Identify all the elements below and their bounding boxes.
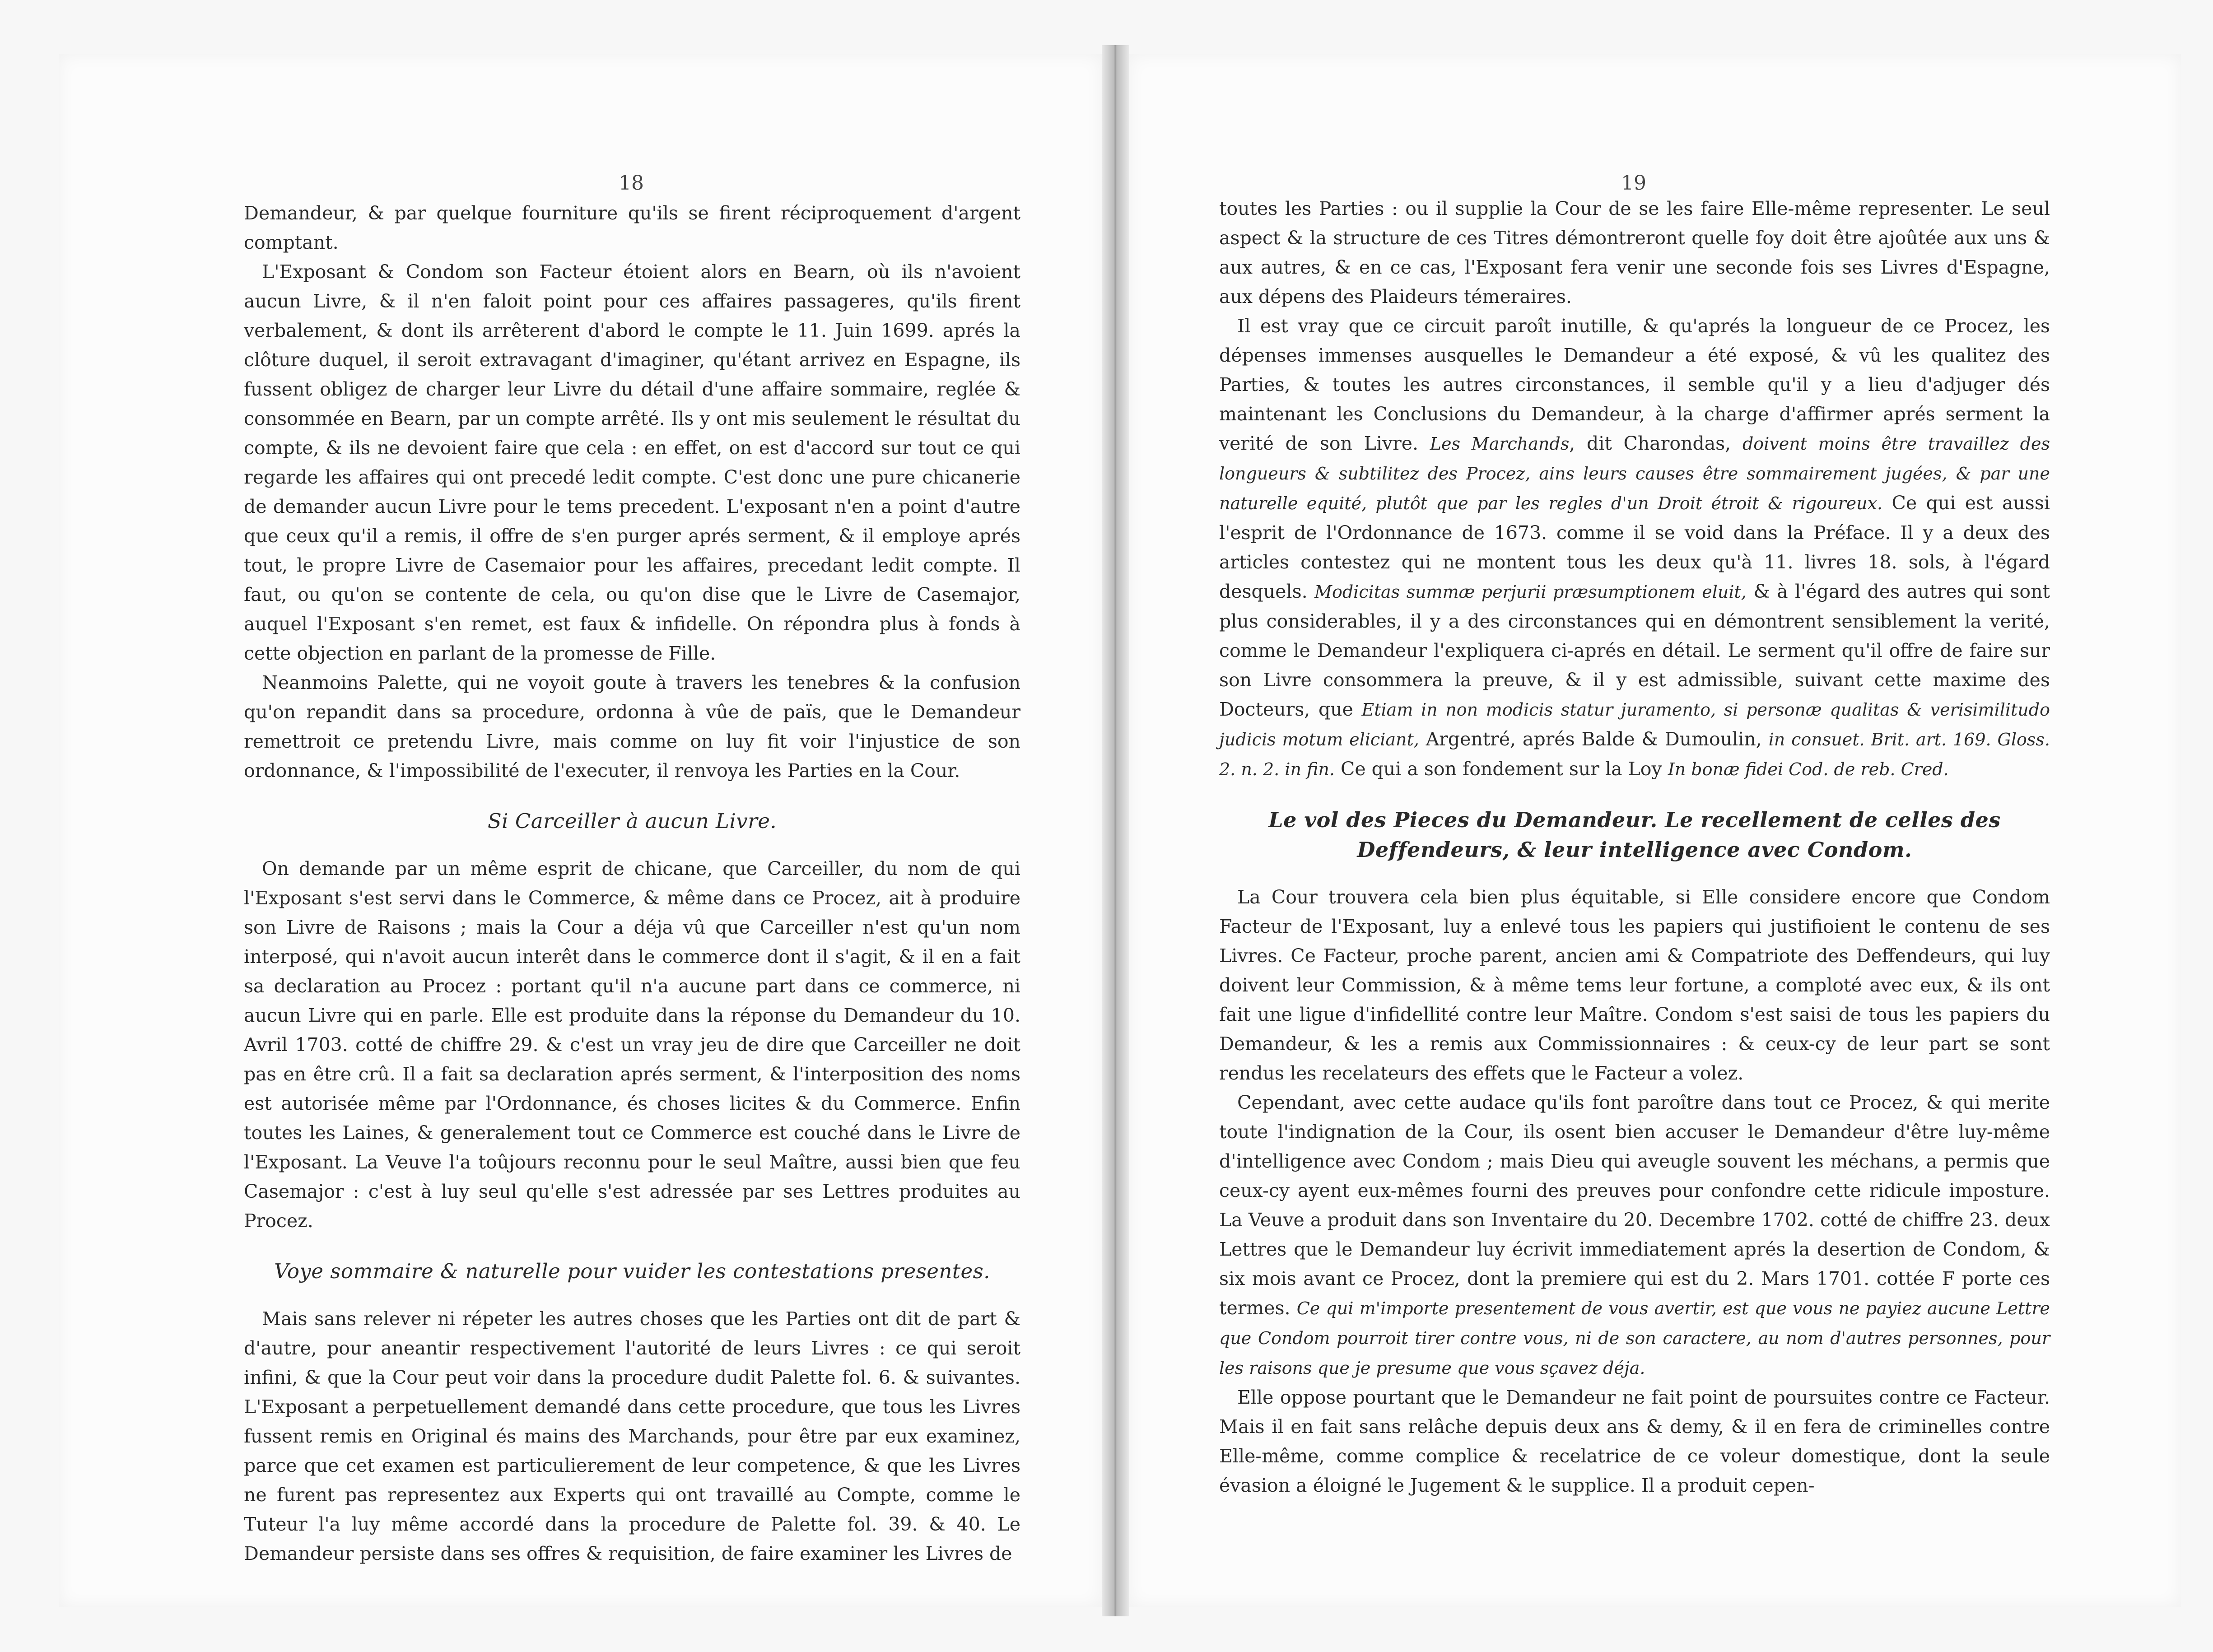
- section-heading: Voye sommaire & naturelle pour vuider les contestations presentes.: [274, 1259, 990, 1283]
- paragraph: [1219, 312, 2050, 784]
- citation: In bonæ fidei Cod. de reb. Cred.: [1668, 759, 1949, 779]
- paragraph: Mais sans relever ni répeter les autres choses que les Parties ont dit de part & d'autre, pour aneantir respectivement l'autorité de leurs Livres : ce qui seroit infini, & que la Cour peut voir dans la procedure dudit Palette fol. 6. & suivantes. L'Exposant a perpetuellement demandé dans cette procedure, que tous les Livres fussent remis en Original és mains des Marchands, pour être par eux examinez, parce que cet examen est particulierement de leur competence, & que les Livres ne furent pas representez aux Experts qui ont travaillé au Compte, comme le Tuteur l'a luy même accordé dans la procedure de Palette fol. 39. & 40. Le Demandeur persiste dans ses offres & requisition, de faire examiner les Livres de: [244, 1308, 1020, 1564]
- paragraph: [1219, 1088, 2050, 1383]
- left-page-text: [244, 199, 1020, 1564]
- section-heading: Le vol des Pieces du Demandeur. Le recellement de celles des Deffendeurs, & leur intelligence avec Condom.: [1268, 808, 2001, 862]
- text-run: Ce qui a son fondement sur la Loy: [1340, 758, 1662, 780]
- right-folio: 19: [1621, 172, 1646, 195]
- paragraph: La Cour trouvera cela bien plus équitable, si Elle considere encore que Condom Facteur de l'Exposant, luy a enlevé tous les papiers qui justifioient le contenu de ses Livres. Ce Facteur, proche parent, ancien ami & Compatriote des Deffendeurs, qui luy doivent leur Commission, & à même tems leur fortune, a comploté avec eux, & ils ont fait une ligue d'infidellité contre leur Maître. Condom s'est saisi de tous les papiers du Demandeur, & les a remis aux Commissionnaires : & ceux-cy de leur part se sont rendus les recelateurs des effets que le Facteur a volez.: [1219, 886, 2050, 1084]
- quotation: doivent moins être travaillez des longueurs & subtilitez des Procez, ains leurs causes être sommairement jugées, & par une naturelle equité, plutôt que par les regles d'un Droit étroit & rigoureux.: [1219, 434, 2050, 513]
- paragraph: toutes les Parties : ou il supplie la Cour de se les faire Elle-même representer. Le seul aspect & la structure de ces Titres démontreront quelle foy doit être ajoûtée aux uns & aux autres, & en ce cas, l'Exposant fera venir une seconde fois ses Livres d'Espagne, aux dépens des Plaideurs témeraires.: [1219, 198, 2050, 307]
- book-gutter: [1102, 45, 1129, 1616]
- paragraph: On demande par un même esprit de chicane, que Carceiller, du nom de qui l'Exposant s'est servi dans le Commerce, & même dans ce Procez, ait à produire son Livre de Raisons ; mais la Cour a déja vû que Carceiller n'est qu'un nom interposé, qui n'avoit aucun interêt dans le commerce dont il s'agit, & il en a fait sa declaration au Procez : portant qu'il n'a aucune part dans ce commerce, ni aucun Livre qui en parle. Elle est produite dans la réponse du Demandeur du 10. Avril 1703. cotté de chiffre 29. & c'est un vray jeu de dire que Carceiller ne doit pas en être crû. Il a fait sa declaration aprés serment, & l'interposition des noms est autorisée même par l'Ordonnance, és choses licites & du Commerce. Enfin toutes les Laines, & generalement tout ce Commerce est couché dans le Livre de l'Exposant. La Veuve l'a toûjours reconnu pour le seul Maître, aussi bien que feu Casemajor : c'est à luy seul qu'elle s'est adressée par ses Lettres produites au Procez.: [244, 858, 1020, 1232]
- section-heading: Si Carceiller à aucun Livre.: [487, 809, 777, 833]
- text-run: Ce qui est aussi l'esprit de l'Ordonnance de 1673. comme il se void dans la Préface. Il y a deux des articles contestez qui ne montent tous les deux qu'à 11. livres 18. sols, à l'égard desquels.: [1219, 492, 2050, 602]
- left-folio: 18: [619, 172, 644, 195]
- text-run: Argentré, aprés Balde & Dumoulin,: [1426, 728, 1762, 750]
- latin-quote: Etiam in non modicis statur juramento, si personæ qualitas & verisimilitudo judicis motum eliciant,: [1219, 700, 2050, 749]
- quotation: Ce qui m'importe presentement de vous avertir, est que vous ne payiez aucune Lettre que Condom pourroit tirer contre vous, ni de son caractere, au nom d'autres personnes, pour les raisons que je presume que vous sçavez déja.: [1219, 1298, 2050, 1378]
- text-run: , dit Charondas,: [1569, 433, 1731, 454]
- citation: in consuet. Brit. art. 169. Gloss. 2. n. 2. in fin.: [1219, 730, 2050, 779]
- latin-quote: Modicitas summæ perjurii præsumptionem eluit,: [1314, 582, 1747, 602]
- paragraph: Demandeur, & par quelque fourniture qu'ils se firent réciproquement d'argent comptant.: [244, 202, 1020, 253]
- text-run: Il est vray que ce circuit paroît inutille, & qu'aprés la longueur de ce Procez, les dépenses immenses ausquelles le Demandeur a été exposé, & vû les qualitez des Parties, & toutes les autres circonstances, il semble qu'il y a lieu d'adjuger dés maintenant les Conclusions du Demandeur, à la charge d'affirmer aprés serment la verité de son Livre.: [1219, 315, 2050, 454]
- right-page-text: [1219, 194, 2050, 1496]
- paragraph: Neanmoins Palette, qui ne voyoit goute à travers les tenebres & la confusion qu'on repandit dans sa procedure, ordonna à vûe de païs, que le Demandeur remettroit ce pretendu Livre, mais comme on luy fit voir l'injustice de son ordonnance, & l'impossibilité de l'executer, il renvoya les Parties en la Cour.: [244, 672, 1020, 782]
- text-run: & à l'égard des autres qui sont plus considerables, il y a des circonstances qui en démontrent sensiblement la verité, comme le Demandeur l'expliquera ci-aprés en détail. Le serment qu'il offre de faire sur son Livre consommera la preuve, & il y est admissible, suivant cette maxime des Docteurs, que: [1219, 581, 2050, 720]
- paragraph: L'Exposant & Condom son Facteur étoient alors en Bearn, où ils n'avoient aucun Livre, & il n'en faloit point pour ces affaires passageres, qu'ils firent verbalement, & dont ils arrêterent d'abord le compte le 11. Juin 1699. aprés la clôture duquel, il seroit extravagant d'imaginer, qu'étant arrivez en Espagne, ils fussent obligez de charger leur Livre du détail d'une affaire sommaire, reglée & consommée en Bearn, par un compte arrêté. Ils y ont mis seulement le résultat du compte, & ils ne devoient faire que cela : en effet, on est d'accord sur tout ce qui regarde les affaires qui ont precedé ledit compte. C'est donc une pure chicanerie de demander aucun Livre pour le tems precedent. L'exposant n'en a point d'autre que ceux qu'il a remis, il offre de s'en purger aprés serment, & il employe aprés tout, le propre Livre de Casemaior pour les affaires, precedant ledit compte. Il faut, ou qu'on se contente de cela, ou qu'on dise que le Livre de Casemajor, auquel l'Exposant s'en remet, est faux & infidelle. On répondra plus à fonds à cette objection en parlant de la promesse de Fille.: [244, 261, 1020, 664]
- text-run: Cependant, avec cette audace qu'ils font paroître dans tout ce Procez, & qui merite toute l'indignation de la Cour, ils osent bien accuser le Demandeur d'être luy-même d'intelligence avec Condom ; mais Dieu qui aveugle souvent les méchans, a permis que ceux-cy ayent eux-mêmes fourni des preuves pour confondre cette ridicule imposture. La Veuve a produit dans son Inventaire du 20. Decembre 1702. cotté de chiffre 23. deux Lettres que le Demandeur luy écrivit immediatement aprés la desertion de Condom, & six mois avant ce Procez, dont la premiere qui est du 2. Mars 1701. cottée F porte ces termes.: [1219, 1092, 2050, 1319]
- latin-quote: Les Marchands: [1430, 434, 1570, 454]
- paragraph: Elle oppose pourtant que le Demandeur ne fait point de poursuites contre ce Facteur. Mais il en fait sans relâche depuis deux ans & demy, & il en fera de criminelles contre Elle-même, comme complice & recelatrice de ce voleur domestique, dont la seule évasion a éloigné le Jugement & le supplice. Il a produit cepen-: [1219, 1387, 2050, 1496]
